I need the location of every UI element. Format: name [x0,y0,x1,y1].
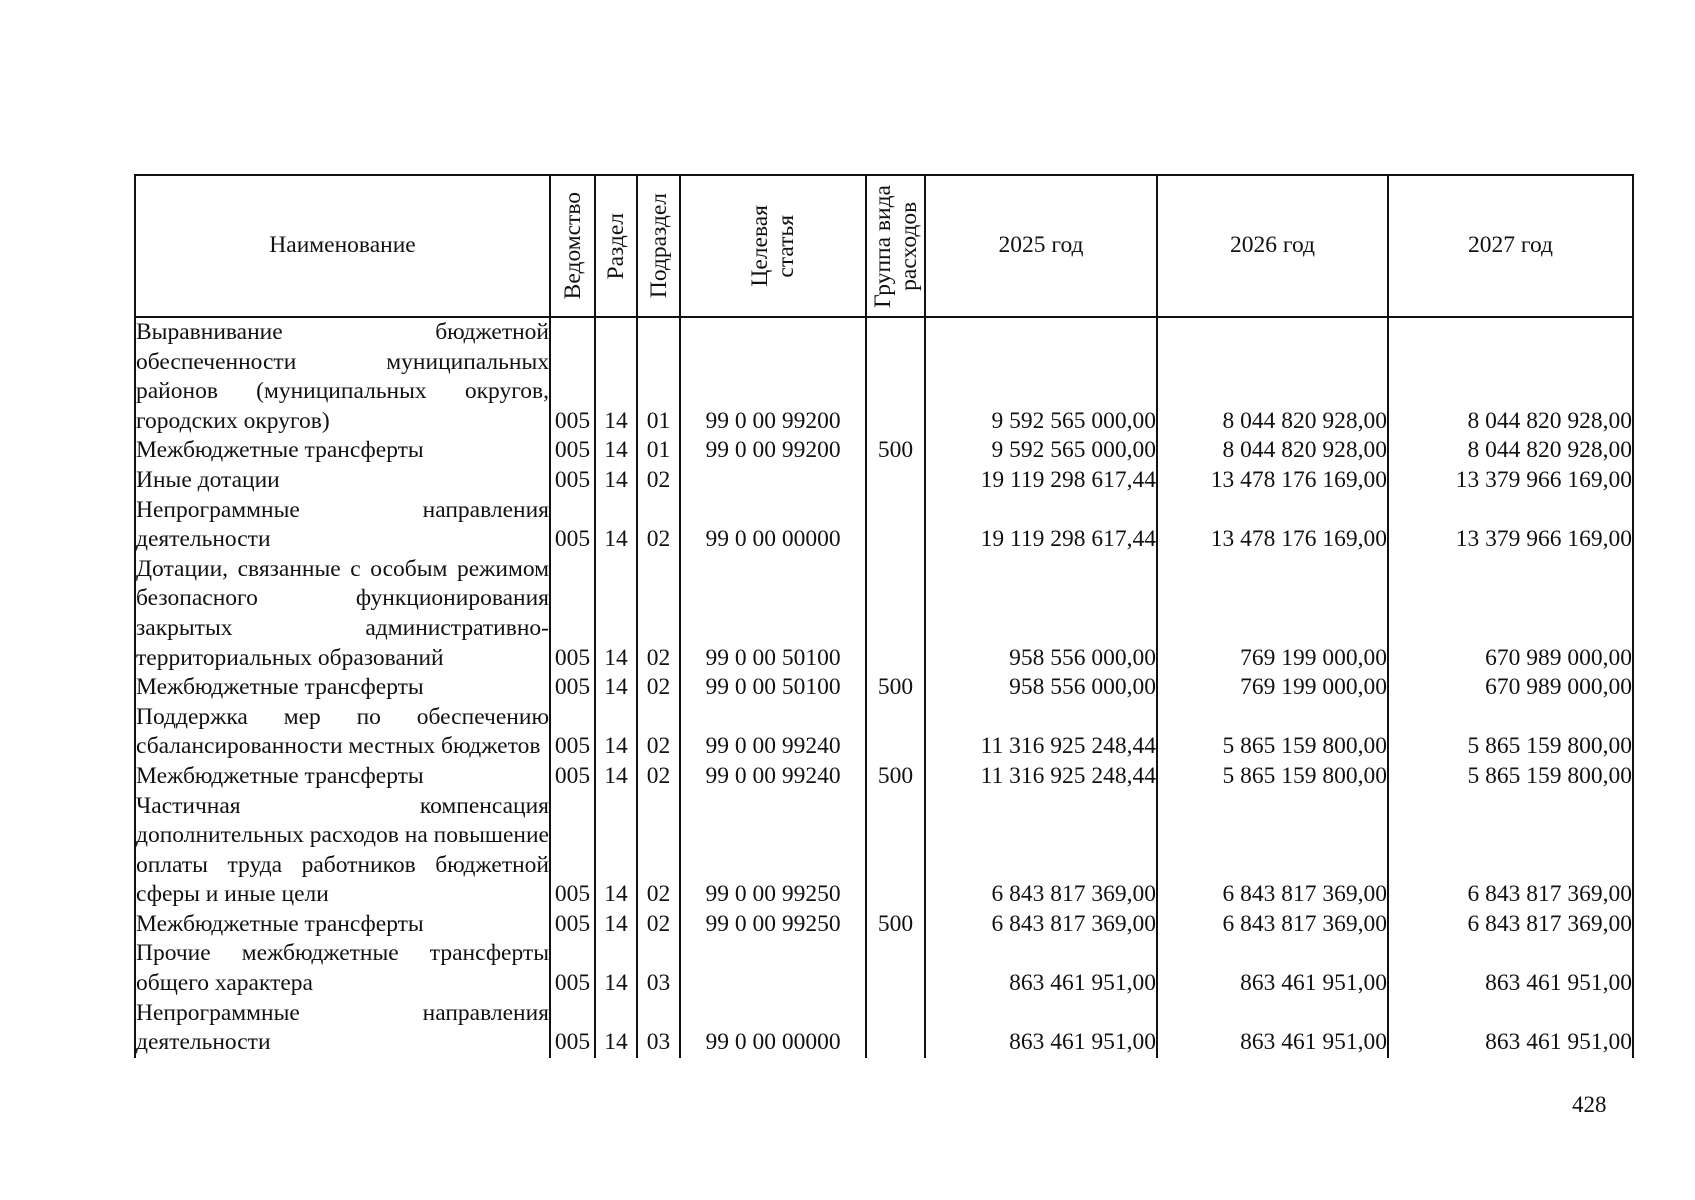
cell-razdel: 14 [595,436,637,466]
cell-year-2025: 9 592 565 000,00 [925,317,1157,436]
cell-gruppa-vida-rashodov: 500 [866,762,925,792]
cell-year-2025: 9 592 565 000,00 [925,436,1157,466]
header-podrazdel: Подраздел [637,175,680,317]
cell-year-2027: 670 989 000,00 [1388,555,1633,673]
header-gruppa-vida-rashodov: Группа вида расходов [866,175,925,317]
cell-year-2025: 958 556 000,00 [925,555,1157,673]
cell-name: Прочие межбюджетные трансферты общего характера [135,939,550,998]
cell-year-2026: 863 461 951,00 [1157,999,1388,1058]
cell-year-2026: 13 478 176 169,00 [1157,466,1388,496]
cell-razdel: 14 [595,496,637,555]
header-year-2027: 2027 год [1388,175,1633,317]
cell-year-2026: 769 199 000,00 [1157,673,1388,703]
cell-gruppa-vida-rashodov [866,939,925,998]
cell-celevaya-statya: 99 0 00 50100 [680,673,866,703]
header-name: Наименование [135,175,550,317]
cell-vedomstvo: 005 [550,910,595,940]
cell-celevaya-statya: 99 0 00 99200 [680,436,866,466]
header-celevaya-statya: Целевая статья [680,175,866,317]
cell-name: Непрограммные направления деятельности [135,999,550,1058]
cell-name: Межбюджетные трансферты [135,436,550,466]
cell-year-2025: 19 119 298 617,44 [925,496,1157,555]
cell-celevaya-statya: 99 0 00 50100 [680,555,866,673]
cell-name: Межбюджетные трансферты [135,910,550,940]
cell-vedomstvo: 005 [550,317,595,436]
table-row [135,317,1633,436]
cell-vedomstvo: 005 [550,466,595,496]
cell-vedomstvo: 005 [550,999,595,1058]
cell-podrazdel: 02 [637,762,680,792]
page-number: 428 [1572,1092,1607,1117]
cell-celevaya-statya: 99 0 00 00000 [680,999,866,1058]
cell-celevaya-statya: 99 0 00 99240 [680,762,866,792]
cell-podrazdel: 03 [637,939,680,998]
cell-vedomstvo: 005 [550,939,595,998]
cell-podrazdel: 03 [637,999,680,1058]
cell-name: Частичная компенсация дополнительных расходов на повышение оплаты труда работников бюджетной сферы и иные цели [135,792,550,910]
cell-year-2026: 8 044 820 928,00 [1157,317,1388,436]
cell-year-2027: 6 843 817 369,00 [1388,792,1633,910]
table-row [135,792,1633,910]
cell-gruppa-vida-rashodov [866,555,925,673]
table-body [135,317,1633,1058]
cell-podrazdel: 02 [637,703,680,762]
cell-year-2026: 5 865 159 800,00 [1157,762,1388,792]
cell-razdel: 14 [595,673,637,703]
cell-year-2026: 769 199 000,00 [1157,555,1388,673]
header-vedomstvo: Ведомство [550,175,595,317]
cell-year-2025: 863 461 951,00 [925,999,1157,1058]
cell-podrazdel: 02 [637,792,680,910]
cell-name: Поддержка мер по обеспечению сбалансированности местных бюджетов [135,703,550,762]
cell-year-2027: 863 461 951,00 [1388,939,1633,998]
cell-podrazdel: 02 [637,910,680,940]
cell-year-2027: 8 044 820 928,00 [1388,317,1633,436]
cell-year-2025: 6 843 817 369,00 [925,910,1157,940]
cell-celevaya-statya: 99 0 00 99240 [680,703,866,762]
cell-razdel: 14 [595,939,637,998]
cell-razdel: 14 [595,317,637,436]
table-header-row [135,175,1633,317]
table-row [135,673,1633,703]
cell-razdel: 14 [595,792,637,910]
cell-year-2027: 5 865 159 800,00 [1388,762,1633,792]
cell-gruppa-vida-rashodov [866,703,925,762]
cell-gruppa-vida-rashodov: 500 [866,673,925,703]
table-row [135,466,1633,496]
cell-name: Дотации, связанные с особым режимом безопасного функционирования закрытых административно-территориальных образований [135,555,550,673]
table-row [135,555,1633,673]
cell-razdel: 14 [595,910,637,940]
cell-gruppa-vida-rashodov [866,792,925,910]
cell-celevaya-statya: 99 0 00 99200 [680,317,866,436]
cell-year-2027: 5 865 159 800,00 [1388,703,1633,762]
cell-vedomstvo: 005 [550,762,595,792]
cell-vedomstvo: 005 [550,703,595,762]
cell-podrazdel: 02 [637,496,680,555]
cell-year-2027: 863 461 951,00 [1388,999,1633,1058]
cell-name: Иные дотации [135,466,550,496]
cell-year-2027: 13 379 966 169,00 [1388,496,1633,555]
cell-year-2026: 13 478 176 169,00 [1157,496,1388,555]
cell-razdel: 14 [595,555,637,673]
cell-year-2025: 6 843 817 369,00 [925,792,1157,910]
cell-gruppa-vida-rashodov [866,466,925,496]
cell-year-2027: 13 379 966 169,00 [1388,466,1633,496]
cell-vedomstvo: 005 [550,555,595,673]
table-row [135,436,1633,466]
cell-name: Выравнивание бюджетной обеспеченности муниципальных районов (муниципальных округов, городских округов) [135,317,550,436]
cell-year-2026: 863 461 951,00 [1157,939,1388,998]
cell-razdel: 14 [595,999,637,1058]
cell-vedomstvo: 005 [550,496,595,555]
cell-vedomstvo: 005 [550,673,595,703]
header-year-2025: 2025 год [925,175,1157,317]
table-row [135,999,1633,1058]
cell-celevaya-statya: 99 0 00 99250 [680,910,866,940]
cell-year-2026: 8 044 820 928,00 [1157,436,1388,466]
cell-year-2025: 11 316 925 248,44 [925,703,1157,762]
cell-celevaya-statya: 99 0 00 99250 [680,792,866,910]
cell-razdel: 14 [595,762,637,792]
cell-year-2026: 6 843 817 369,00 [1157,910,1388,940]
cell-podrazdel: 01 [637,317,680,436]
cell-celevaya-statya [680,466,866,496]
cell-celevaya-statya: 99 0 00 00000 [680,496,866,555]
cell-name: Межбюджетные трансферты [135,673,550,703]
cell-name: Межбюджетные трансферты [135,762,550,792]
budget-table [134,174,1634,1058]
cell-year-2026: 6 843 817 369,00 [1157,792,1388,910]
cell-year-2027: 670 989 000,00 [1388,673,1633,703]
cell-razdel: 14 [595,466,637,496]
cell-gruppa-vida-rashodov: 500 [866,436,925,466]
cell-celevaya-statya [680,939,866,998]
cell-podrazdel: 01 [637,436,680,466]
cell-gruppa-vida-rashodov [866,999,925,1058]
cell-gruppa-vida-rashodov [866,317,925,436]
cell-year-2027: 6 843 817 369,00 [1388,910,1633,940]
cell-podrazdel: 02 [637,466,680,496]
cell-year-2026: 5 865 159 800,00 [1157,703,1388,762]
cell-gruppa-vida-rashodov: 500 [866,910,925,940]
cell-podrazdel: 02 [637,555,680,673]
cell-podrazdel: 02 [637,673,680,703]
cell-vedomstvo: 005 [550,792,595,910]
table-row [135,496,1633,555]
header-razdel: Раздел [595,175,637,317]
cell-gruppa-vida-rashodov [866,496,925,555]
cell-razdel: 14 [595,703,637,762]
cell-vedomstvo: 005 [550,436,595,466]
table-row [135,910,1633,940]
table-row [135,762,1633,792]
header-year-2026: 2026 год [1157,175,1388,317]
table-row [135,703,1633,762]
cell-year-2027: 8 044 820 928,00 [1388,436,1633,466]
cell-year-2025: 958 556 000,00 [925,673,1157,703]
table-row [135,939,1633,998]
cell-name: Непрограммные направления деятельности [135,496,550,555]
cell-year-2025: 11 316 925 248,44 [925,762,1157,792]
cell-year-2025: 19 119 298 617,44 [925,466,1157,496]
cell-year-2025: 863 461 951,00 [925,939,1157,998]
